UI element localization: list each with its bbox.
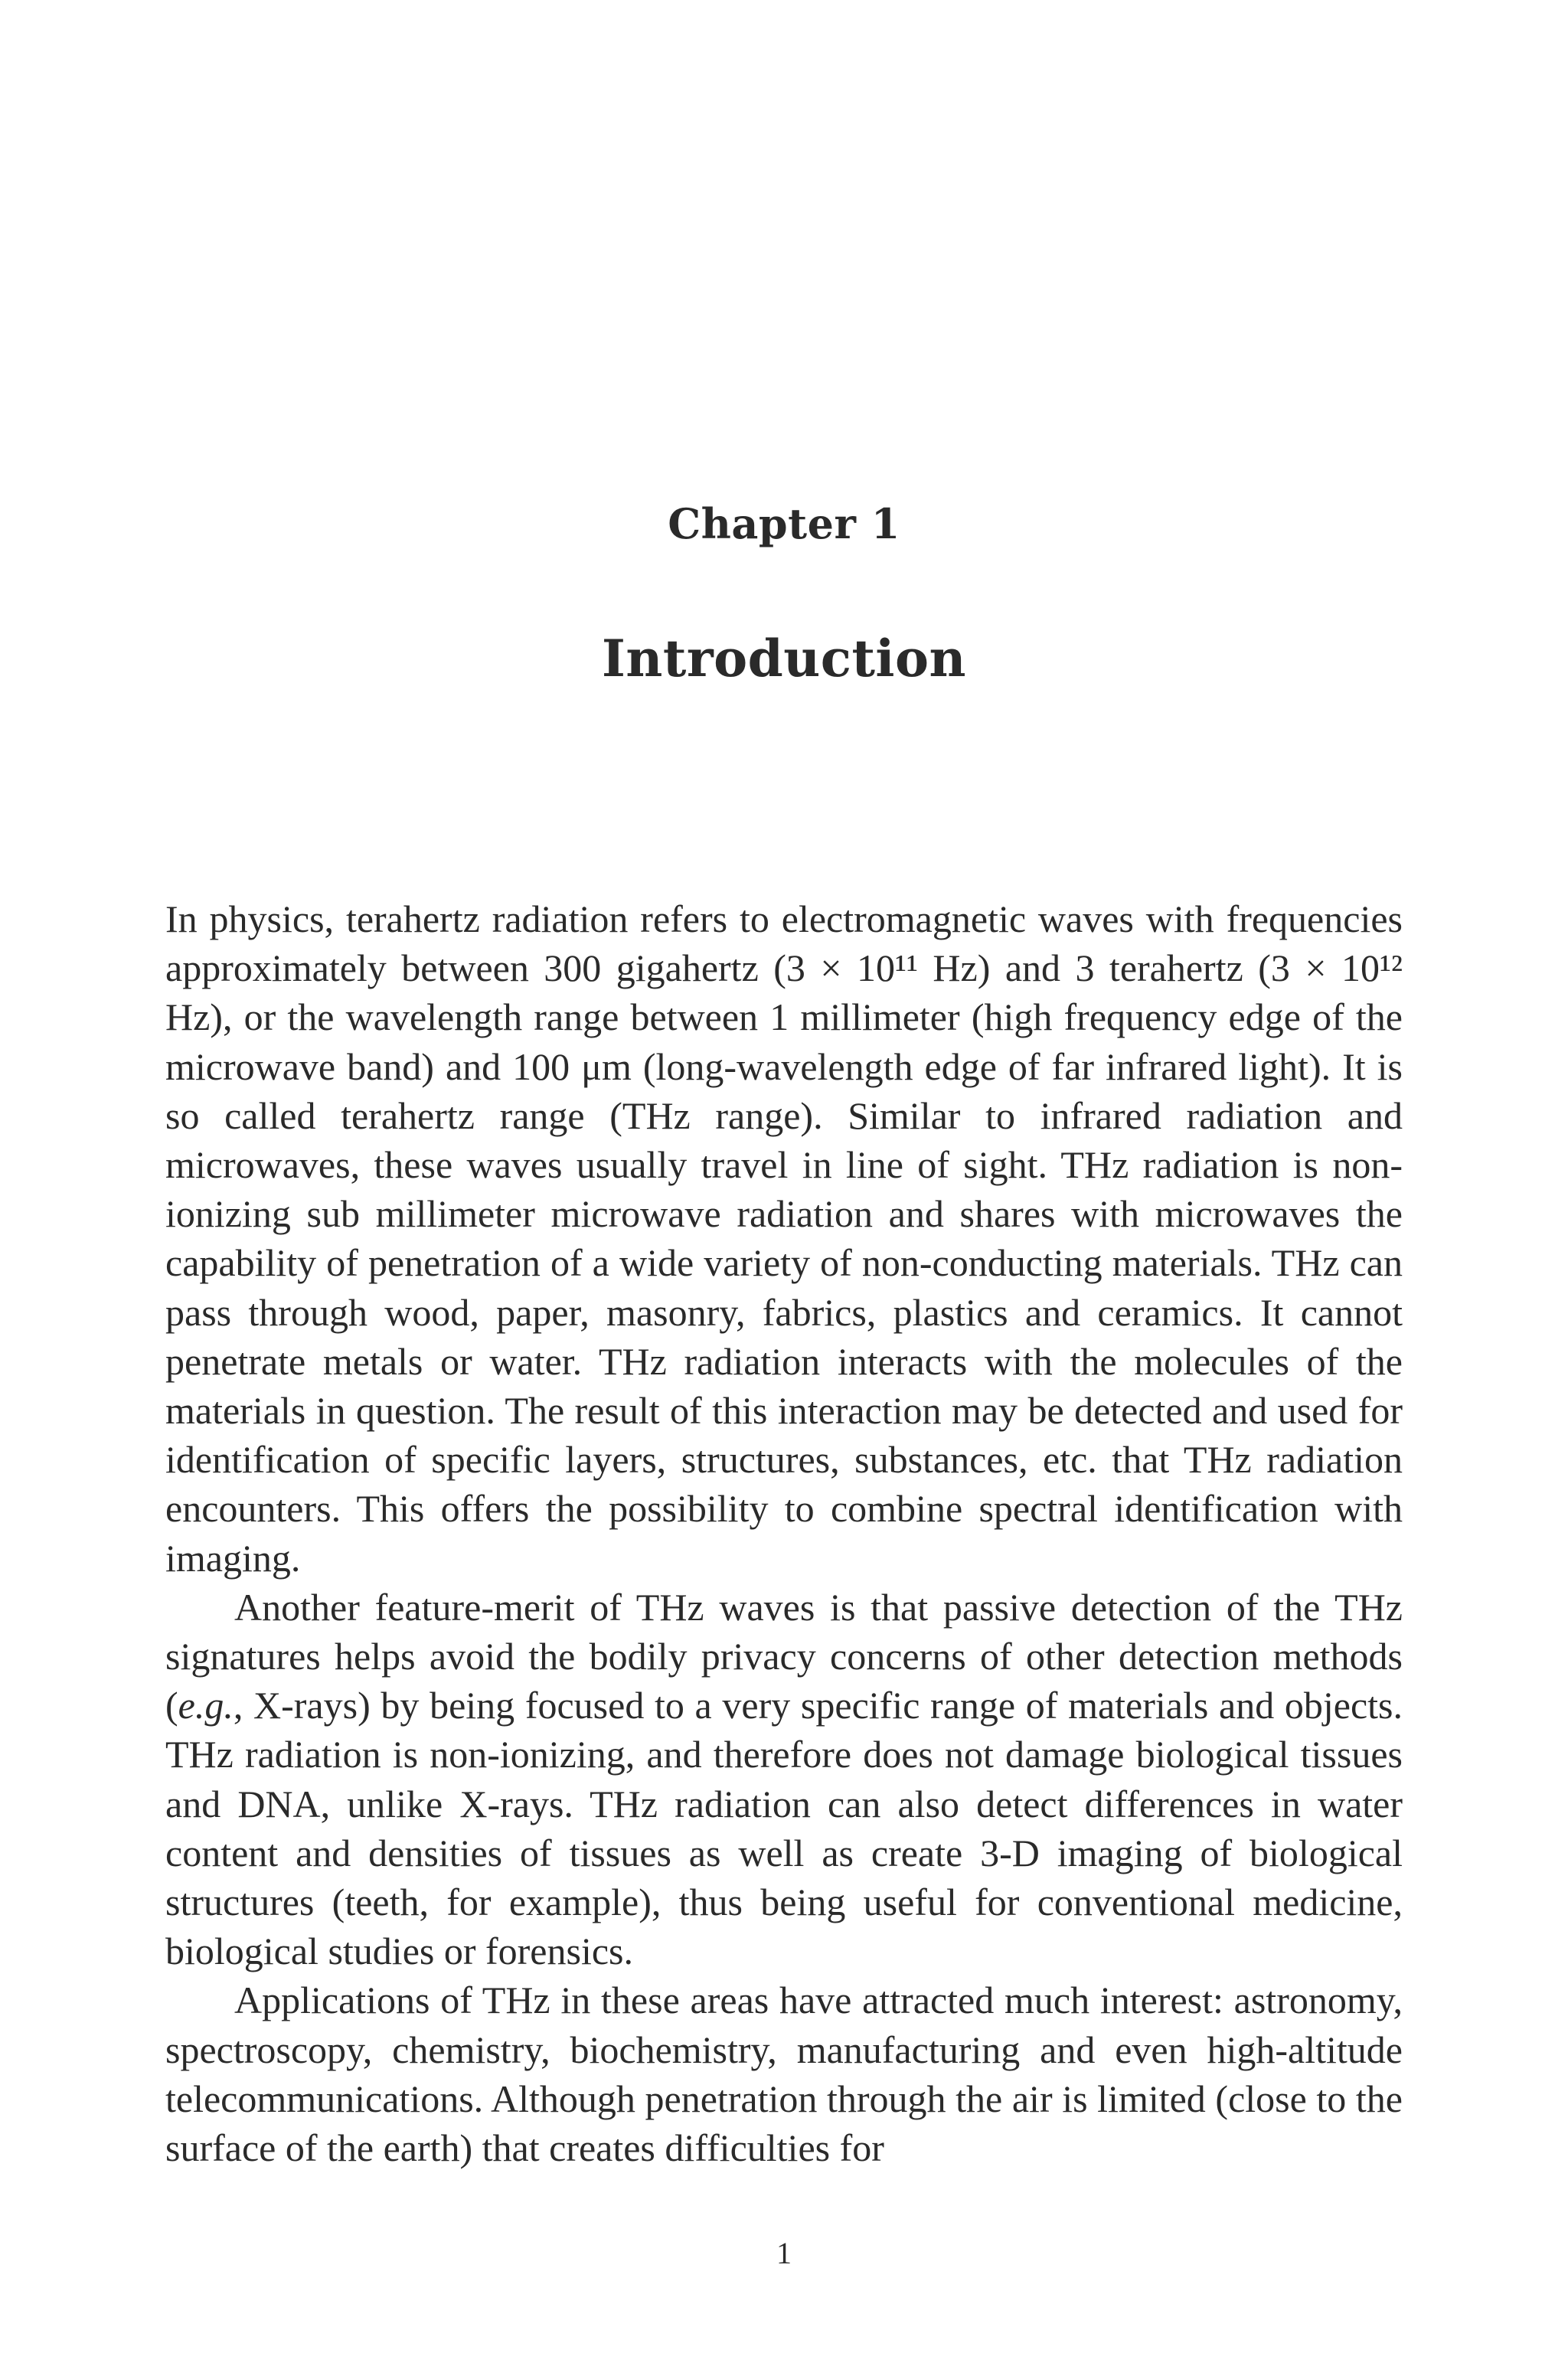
chapter-label: Chapter 1 <box>668 499 900 548</box>
paragraph-2-emphasis: e.g. <box>178 1684 234 1727</box>
paragraph-2-text-start: Another feature-merit of THz waves is that passive detection of the THz signatures helps avoid the bodily privacy concerns of other detection methods ( <box>165 1585 1403 1727</box>
page-number: 1 <box>776 2236 792 2270</box>
body-text <box>165 894 1403 2172</box>
paragraph-2 <box>165 1583 1403 1976</box>
paragraph-1: In physics, terahertz radiation refers to electromagnetic waves with frequencies approximately between 300 gigahertz (3 × 10¹¹ Hz) and 3 terahertz (3 × 10¹² Hz), or the wavelength range between 1 millimeter (high frequency edge of the microwave band) and 100 μm (long-wavelength edge of far infrared light). It is so called terahertz range (THz range). Similar to infrared radiation and microwaves, these waves usually travel in line of sight. THz radiation is non-ionizing sub millimeter microwave radiation and shares with microwaves the capability of penetration of a wide variety of non-conducting materials. THz can pass through wood, paper, masonry, fabrics, plastics and ceramics. It cannot penetrate metals or water. THz radiation interacts with the molecules of the materials in question. The result of this interaction may be detected and used for identification of specific layers, structures, substances, etc. that THz radiation encounters. This offers the possibility to combine spectral identification with imaging. <box>165 897 1403 1580</box>
paragraph-2-text-end: , X-rays) by being focused to a very specific range of materials and objects. THz radiation is non-ionizing, and therefore does not damage biological tissues and DNA, unlike X-rays. THz radiation can also detect differences in water content and densities of tissues as well as create 3-D imaging of biological structures (teeth, for example), thus being useful for conventional medicine, biological studies or forensics. <box>165 1684 1403 1973</box>
chapter-title: Introduction <box>601 629 967 688</box>
paragraph-3: Applications of THz in these areas have attracted much interest: astronomy, spectroscopy, chemistry, biochemistry, manufacturing and even high-altitude telecommunications. Although penetration through the air is limited (close to the surface of the earth) that creates difficulties for <box>165 1979 1403 2170</box>
